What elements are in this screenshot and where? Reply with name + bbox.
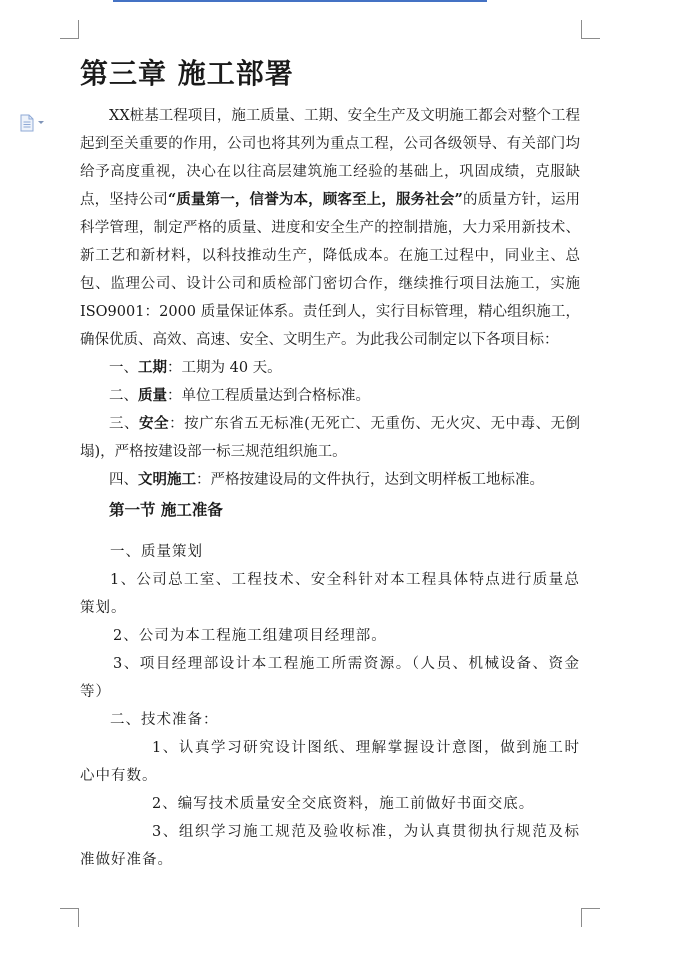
tech-item-2[interactable]: 2、编写技术质量安全交底资料，施工前做好书面交底。 (152, 796, 535, 812)
goal-text: 工期为 40 天。 (181, 360, 282, 376)
document-body (80, 52, 580, 874)
intro-paragraph[interactable] (80, 102, 580, 354)
goal-quality[interactable] (80, 382, 580, 410)
goal-civilized-construction[interactable] (80, 466, 580, 494)
section-title: 第一节 施工准备 (109, 500, 223, 519)
intro-text-end: 的质量方针，运用科学管理，制定严格的质量、进度和安全生产的控制措施，大力采用新技术、新工艺和新材料，以科技推动生产，降低成本。在施工过程中，同业主、总包、监理公司、设计公司和质检部门密切合作，继续推行项目法施工，实施 ISO9001：2000 质量保证体系。责任到人，实行目标管理，精心组织施工，确保优质、高效、高速、安全、文明生产。为此我公司制定以下各项目标： (80, 192, 581, 348)
goal-label: 安全 (139, 415, 170, 432)
paragraph-options-button[interactable] (18, 114, 48, 132)
quality-item-3[interactable]: 3、项目经理部设计本工程施工所需资源。（人员、机械设备、资金等） (80, 656, 580, 700)
goal-separator: ： (167, 360, 182, 376)
quality-item-2[interactable]: 2、公司为本工程施工组建项目经理部。 (113, 628, 387, 644)
tech-item-3[interactable]: 3、组织学习施工规范及验收标准，为认真贯彻执行规范及标准做好准备。 (80, 824, 580, 868)
crop-mark-top-right (581, 20, 600, 39)
dropdown-arrow-icon (38, 121, 44, 124)
quality-item-1[interactable]: 1、公司总工室、工程技术、安全科针对本工程具体特点进行质量总策划。 (80, 572, 580, 616)
crop-mark-bottom-right (581, 908, 600, 927)
goal-label: 文明施工 (138, 471, 196, 488)
goal-text: 单位工程质量达到合格标准。 (181, 388, 370, 404)
goal-label: 质量 (138, 387, 167, 404)
quality-planning-heading[interactable]: 一、质量策划 (110, 544, 203, 560)
goal-schedule[interactable] (80, 354, 580, 382)
goal-separator: ： (169, 416, 185, 432)
goal-text: 按广东省五无标准(无死亡、无重伤、无火灾、无中毒、无倒塌)，严格按建设部一标三规范组织施工。 (80, 416, 581, 460)
goal-safety[interactable] (80, 410, 580, 466)
tech-item-1[interactable]: 1、认真学习研究设计图纸、理解掌握设计意图，做到施工时心中有数。 (80, 740, 580, 784)
goal-number: 三、 (109, 416, 140, 432)
goal-text: 严格按建设局的文件执行，达到文明样板工地标准。 (210, 472, 544, 488)
tech-prep-heading[interactable]: 二、技术准备： (110, 712, 219, 728)
intro-text-start: XX桩基工程项目，施工质量、工期、安全生产及文明施工都会对整个工程起到至关重要的作用，公司也将其列为重点工程，公司各级领导、有关部门均给予高度重视，决心在以往高层建筑施工经验的基础上，巩固成绩，克服缺点，坚持公司 (80, 108, 580, 208)
crop-mark-top-left (60, 20, 79, 39)
crop-mark-bottom-left (60, 908, 79, 927)
goal-separator: ： (196, 472, 211, 488)
goal-separator: ： (167, 388, 182, 404)
document-icon (18, 114, 48, 132)
chapter-title: 第三章 施工部署 (80, 57, 294, 90)
quality-slogan: “质量第一，信誉为本，顾客至上，服务社会” (167, 191, 463, 208)
goal-number: 一、 (109, 360, 138, 376)
goal-label: 工期 (138, 359, 167, 376)
top-accent-bar (113, 0, 487, 2)
goal-number: 四、 (109, 472, 138, 488)
goal-number: 二、 (109, 388, 138, 404)
